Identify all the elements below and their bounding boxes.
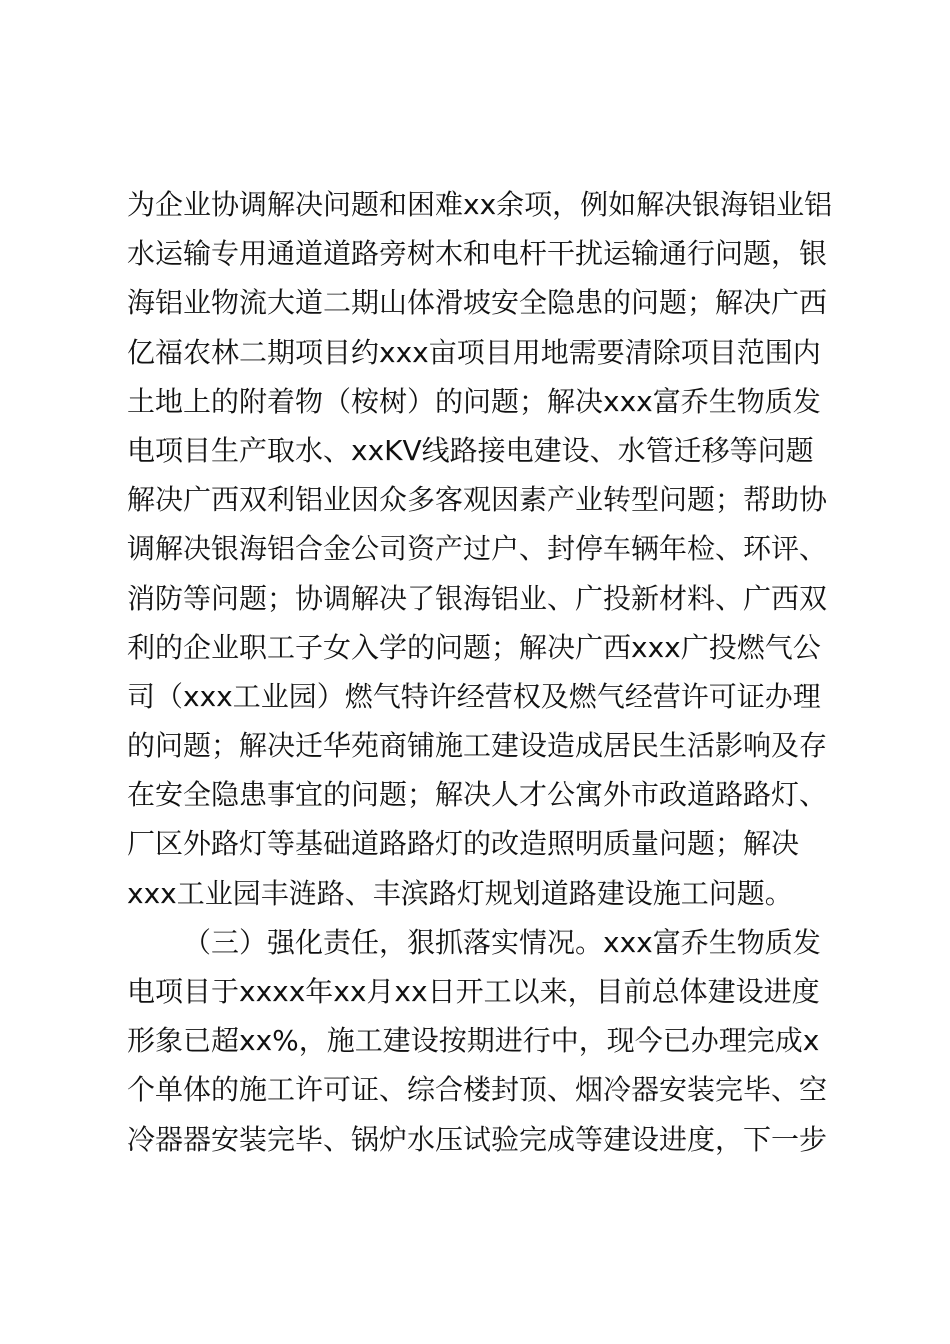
text-line: 为企业协调解决问题和困难xx余项，例如解决银海铝业铝 bbox=[127, 188, 833, 221]
text-line: 消防等问题；协调解决了银海铝业、广投新材料、广西双 bbox=[127, 581, 828, 615]
text-line: 在安全隐患事宜的问题；解决人才公寓外市政道路路灯、 bbox=[127, 778, 828, 812]
text-line: 厂区外路灯等基础道路路灯的改造照明质量问题；解决 bbox=[127, 827, 800, 861]
text-line: 海铝业物流大道二期山体滑坡安全隐患的问题；解决广西 bbox=[127, 286, 828, 320]
text-line: 形象已超xx%，施工建设按期进行中，现今已办理完成x bbox=[127, 1024, 820, 1058]
text-line: 个单体的施工许可证、综合楼封顶、烟冷器安装完毕、空 bbox=[127, 1073, 828, 1107]
text-line: 电项目于xxxx年xx月xx日开工以来，目前总体建设进度 bbox=[127, 975, 820, 1008]
text-line: 解决广西双利铝业因众多客观因素产业转型问题；帮助协 bbox=[127, 483, 828, 517]
text-line: 电项目生产取水、xxKV线路接电建设、水管迁移等问题 bbox=[127, 433, 814, 467]
text-line: 司（xxx工业园）燃气特许经营权及燃气经营许可证办理 bbox=[127, 679, 821, 713]
text-line: 土地上的附着物（桉树）的问题；解决xxx富乔生物质发 bbox=[127, 384, 821, 418]
body-text bbox=[127, 180, 857, 1164]
text-line: 的问题；解决迁华苑商铺施工建设造成居民生活影响及存 bbox=[127, 729, 828, 763]
text-line: 水运输专用通道道路旁树木和电杆干扰运输通行问题，银 bbox=[127, 237, 828, 271]
section-heading-line: （三）强化责任，狠抓落实情况。xxx富乔生物质发 bbox=[183, 925, 821, 959]
text-line: 亿福农林二期项目约xxx亩项目用地需要清除项目范围内 bbox=[127, 335, 821, 369]
text-line: xxx工业园丰涟路、丰滨路灯规划道路建设施工问题。 bbox=[127, 876, 793, 910]
text-line: 利的企业职工子女入学的问题；解决广西xxx广投燃气公 bbox=[127, 630, 821, 664]
text-line: 冷器器安装完毕、锅炉水压试验完成等建设进度，下一步 bbox=[127, 1122, 828, 1156]
text-line: 调解决银海铝合金公司资产过户、封停车辆年检、环评、 bbox=[127, 532, 828, 566]
